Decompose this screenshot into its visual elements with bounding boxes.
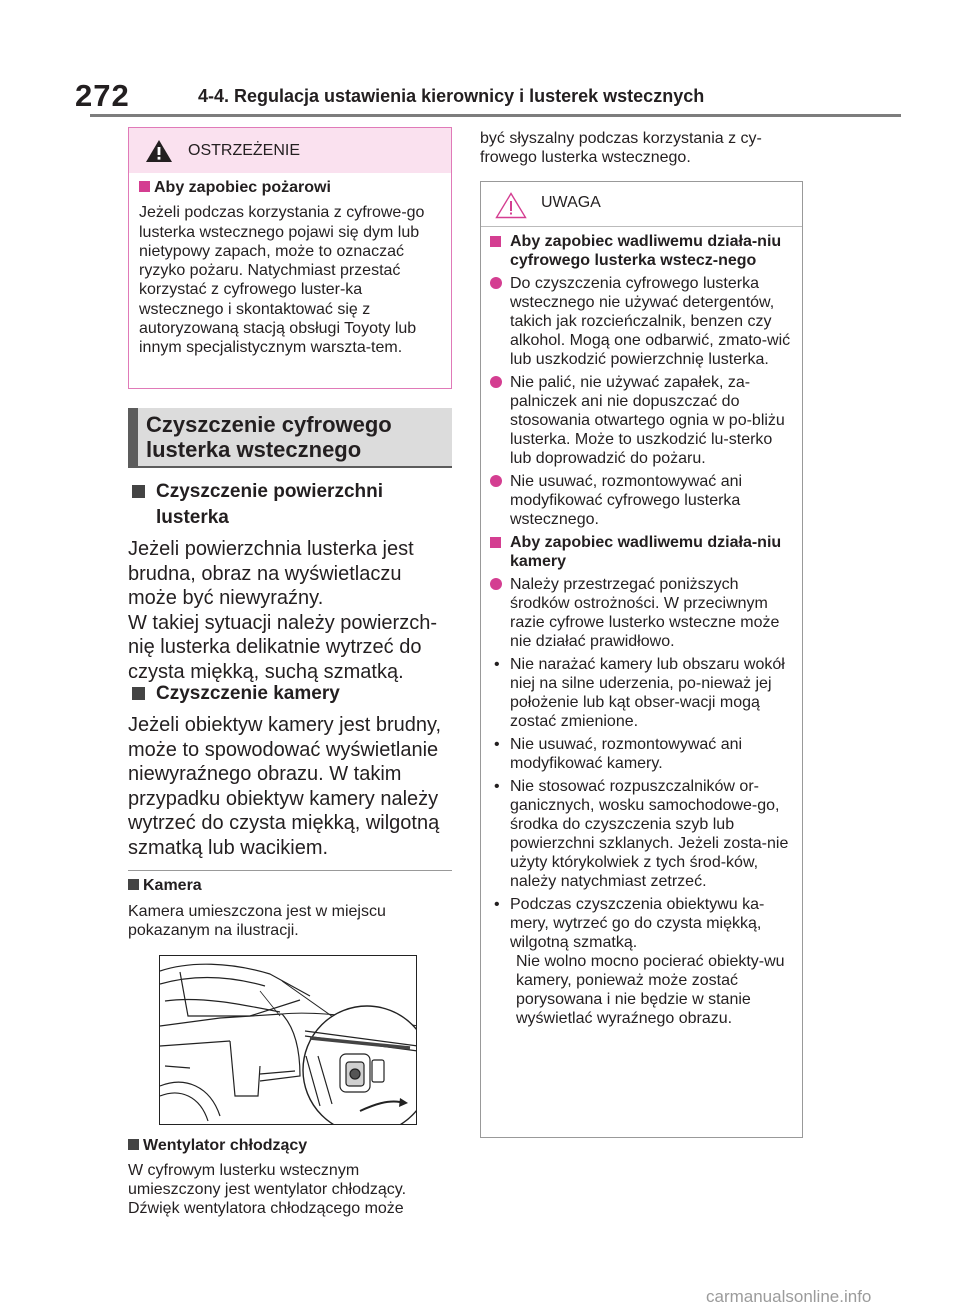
caution-item-text: Nie usuwać, rozmontowywać ani modyfikować kamery. xyxy=(510,736,743,772)
warning-box xyxy=(128,127,452,389)
caution-item-extra: Nie wolno mocno pocierać obiekty-wu kamery, ponieważ może zostać porysowana i nie będzie w stanie wyświetlać wyraźnego obrazu. xyxy=(516,953,785,1027)
caution-bullet-item xyxy=(490,735,798,773)
warning-header xyxy=(129,128,451,173)
page-number: 272 xyxy=(75,78,130,113)
caution-bullet-item xyxy=(490,777,798,891)
caution-bullet-item xyxy=(490,655,798,731)
caution-item-text: Do czyszczenia cyfrowego lusterka wstecznego nie używać detergentów, takich jak rozcieńczalnik, benzen czy alkohol. Mogą one odbarwić, zmato-wić lub uszkodzić powierzchnię lusterka. xyxy=(510,275,791,368)
caution-item-text: Nie stosować rozpuszczalników or-ganicznych, wosku samochodowe-go, środka do czyszczenia szyb lub powierzchni szklanych. Jeżeli zosta-nie użyty którykolwiek z tych środ-ków, należy natychmiast zetrzeć. xyxy=(510,778,789,890)
surface-heading xyxy=(128,479,452,531)
section-title-line2: lusterka wstecznego xyxy=(146,437,362,462)
square-bullet-icon xyxy=(490,537,501,548)
warning-body xyxy=(139,178,447,358)
caution-item-text: Podczas czyszczenia obiektywu ka-mery, wytrzeć go do czysta miękką, wilgotną szmatką. xyxy=(510,896,765,951)
section-title-line1: Czyszczenie cyfrowego xyxy=(146,412,392,437)
fan-note xyxy=(128,1137,452,1218)
caution-dot-item xyxy=(490,575,798,651)
bullet-icon: • xyxy=(494,736,500,753)
camera-note-heading: Kamera xyxy=(143,877,202,894)
rear-camera-illustration xyxy=(159,955,417,1125)
header-rule xyxy=(90,114,901,117)
caution-heading-text: Aby zapobiec wadliwemu działa-niu cyfrowego lusterka wstecz-nego xyxy=(510,233,782,269)
section-heading xyxy=(128,408,452,468)
camera-clean-text: Jeżeli obiektyw kamery jest brudny, może to spowodować wyświetlanie niewyraźnego obrazu. W takim przypadku obiektyw kamery należy wytrzeć do czysta miękką, wilgotną szmatką lub wacikiem. xyxy=(128,714,442,859)
caution-heading-text: Aby zapobiec wadliwemu działa-niu kamery xyxy=(510,534,782,570)
caution-triangle-icon xyxy=(495,192,527,219)
camera-clean-heading xyxy=(128,681,452,707)
fan-note-heading: Wentylator chłodzący xyxy=(143,1137,308,1154)
square-bullet-icon xyxy=(132,687,145,700)
camera-note xyxy=(128,877,452,940)
dot-bullet-icon xyxy=(490,277,502,289)
camera-clean-block xyxy=(128,681,452,860)
caution-item-text: Nie usuwać, rozmontowywać ani modyfikować cyfrowego lusterka wstecznego. xyxy=(510,473,743,528)
bullet-icon: • xyxy=(494,778,500,795)
caution-label: UWAGA xyxy=(541,194,601,211)
caution-items xyxy=(490,232,798,1032)
caution-dot-item xyxy=(490,472,798,529)
dot-bullet-icon xyxy=(490,376,502,388)
surface-text: Jeżeli powierzchnia lusterka jest brudna, obraz na wyświetlaczu może być niewyraźny. xyxy=(128,538,414,609)
fan-note-heading-row xyxy=(128,1137,452,1155)
warning-text: Jeżeli podczas korzystania z cyfrowe-go lusterka wstecznego pojawi się dym lub nietypowy zapach, może to oznaczać ryzyko pożaru. Natychmiast przestać korzystać z cyfrowego luster-ka wstecznego i skontaktować się z autoryzowaną stacją obsługi Toyoty lub innym specjalistycznym warszta-tem. xyxy=(139,204,425,357)
fan-note-text: W cyfrowym lusterku wstecznym umieszczony jest wentylator chłodzący. Dźwięk wentylatora chłodzącego może xyxy=(128,1162,407,1217)
car-rear-drawing xyxy=(160,956,417,1125)
warning-heading-row xyxy=(139,178,447,197)
camera-note-text: Kamera umieszczona jest w miejscu pokazanym na ilustracji. xyxy=(128,903,386,939)
caution-box xyxy=(480,181,803,1138)
surface-text-2: W takiej sytuacji należy powierzch-nię lusterka delikatnie wytrzeć do czysta miękką, suchą szmatką. xyxy=(128,611,437,683)
warning-heading: Aby zapobiec pożarowi xyxy=(154,179,331,196)
bullet-icon: • xyxy=(494,896,500,913)
square-bullet-icon xyxy=(490,236,501,247)
surface-heading-line1: Czyszczenie powierzchni xyxy=(156,481,384,502)
fan-note-continued: być słyszalny podczas korzystania z cy-frowego lusterka wstecznego. xyxy=(480,130,762,166)
caution-header-divider xyxy=(481,226,802,227)
square-bullet-icon xyxy=(139,181,150,192)
caution-dot-item xyxy=(490,274,798,369)
caution-dot-item xyxy=(490,373,798,468)
surface-heading-line2: lusterka xyxy=(156,507,229,528)
caution-item-text: Nie narażać kamery lub obszaru wokół niej na silne uderzenia, po-nieważ jej położenie lub kąt obser-wacji mogą zostać zmienione. xyxy=(510,656,785,730)
dot-bullet-icon xyxy=(490,578,502,590)
dot-bullet-icon xyxy=(490,475,502,487)
caution-header xyxy=(481,182,802,226)
divider xyxy=(128,870,452,871)
camera-clean-heading-text: Czyszczenie kamery xyxy=(156,683,340,704)
warning-label: OSTRZEŻENIE xyxy=(188,142,301,159)
section-title xyxy=(146,412,392,462)
watermark: carmanualsonline.info xyxy=(706,1287,872,1306)
square-bullet-icon xyxy=(128,1139,139,1150)
bullet-icon: • xyxy=(494,656,500,673)
surface-block xyxy=(128,479,452,684)
warning-triangle-icon xyxy=(145,139,173,163)
caution-bullet-item xyxy=(490,895,798,1028)
square-bullet-icon xyxy=(132,485,145,498)
caution-item-text: Należy przestrzegać poniższych środków ostrożności. W przeciwnym razie cyfrowe lusterko wsteczne może nie działać prawidłowo. xyxy=(510,576,780,650)
caution-item-text: Nie palić, nie używać zapałek, za-palniczek ani nie dopuszczać do stosowania otwartego ognia w po-bliżu lusterka. Może to uszkodzić lu-sterko lub doprowadzić do pożaru. xyxy=(510,374,785,467)
chapter-title: 4-4. Regulacja ustawienia kierownicy i lusterek wstecznych xyxy=(198,86,705,106)
square-bullet-icon xyxy=(128,879,139,890)
caution-heading-1 xyxy=(490,232,798,270)
camera-note-heading-row xyxy=(128,877,452,895)
caution-heading-2 xyxy=(490,533,798,571)
